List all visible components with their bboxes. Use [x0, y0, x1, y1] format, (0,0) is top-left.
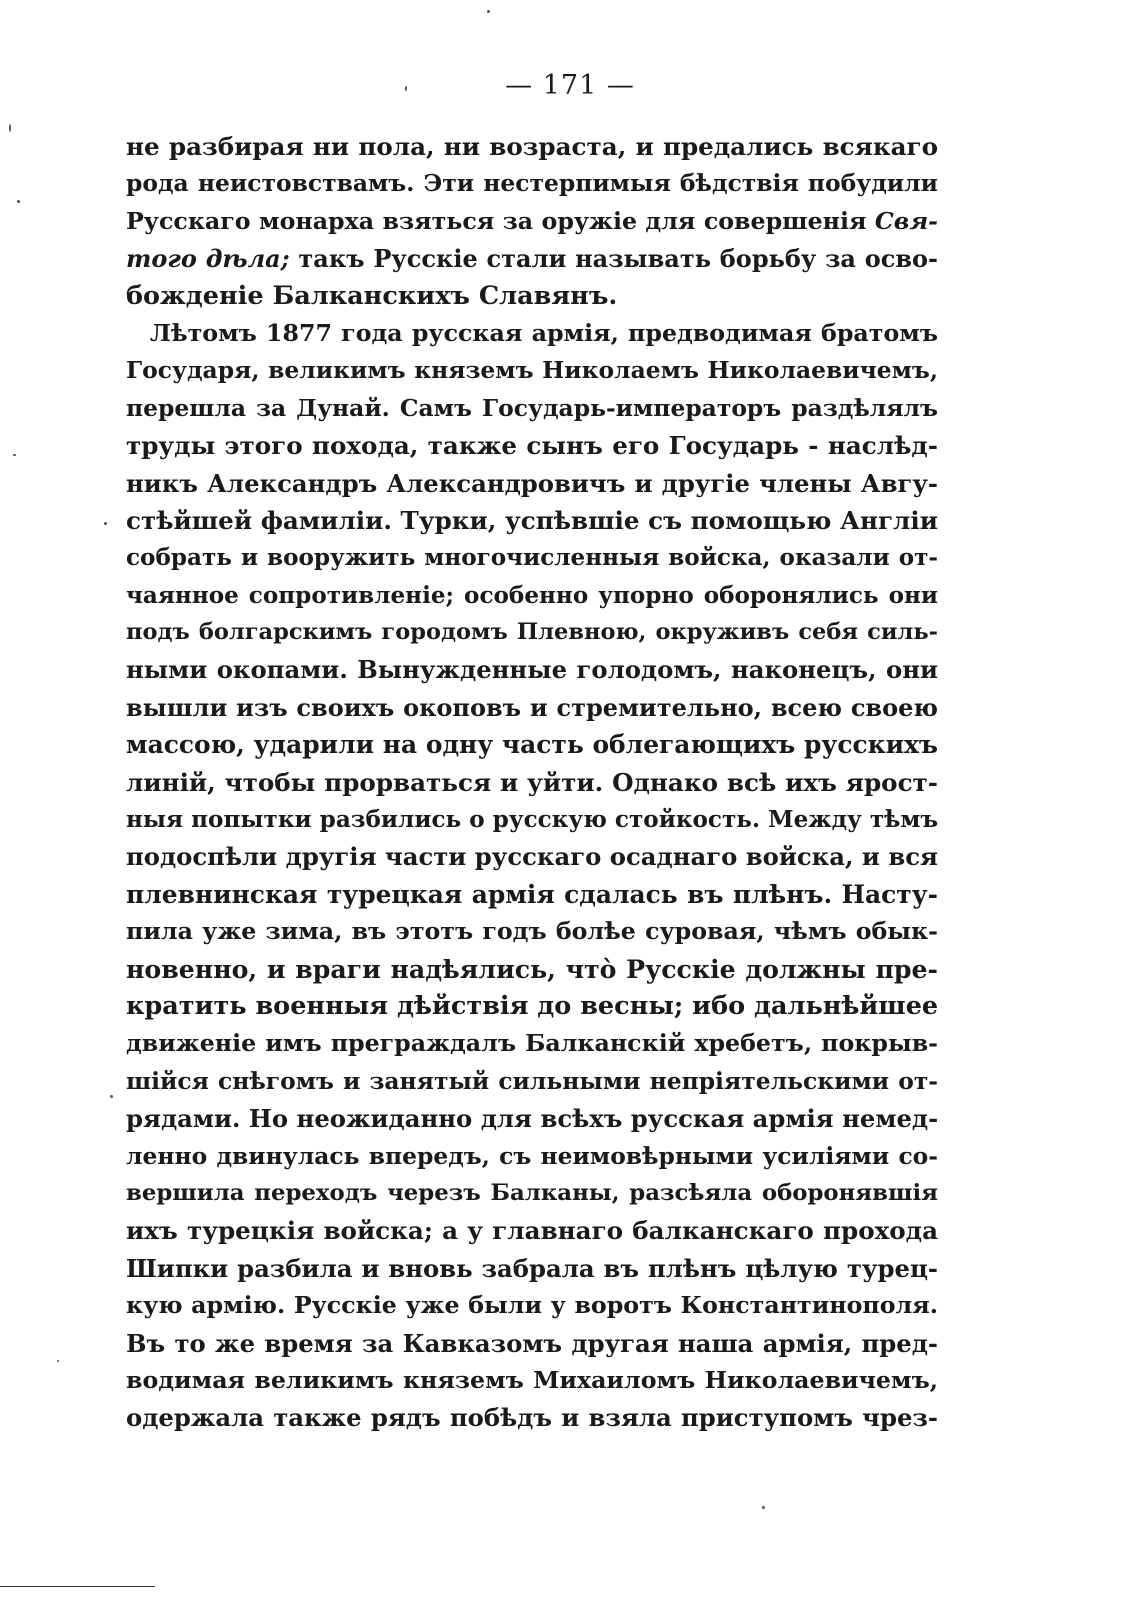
scan-speck	[9, 124, 11, 132]
text-line: не разбирая ни пола, ни возраста, и предались всякаго	[126, 132, 938, 161]
body-text	[126, 128, 938, 1437]
text-line: Государя, великимъ княземъ Николаемъ Николаевичемъ,	[126, 356, 938, 385]
text-line: стѣйшей фамиліи. Турки, успѣвшіе съ помощью Англіи	[126, 505, 938, 535]
text-line: кратить военныя дѣйствія до весны; ибо дальнѣйшее	[126, 990, 939, 1021]
text-line: собрать и вооружить многочисленныя войска, оказали от-	[126, 544, 938, 572]
text-line: пила уже зима, въ этотъ годъ болѣе суровая, чѣмъ обык-	[126, 917, 938, 946]
text-line: подъ болгарскимъ городомъ Плевною, окруживъ себя силь-	[126, 619, 938, 646]
text-line: труды этого похода, также сынъ его Государь - наслѣд-	[126, 431, 938, 461]
text-line: кую армію. Русскіе уже были у воротъ Константинополя.	[126, 1291, 938, 1320]
text-line: вышли изъ своихъ окоповъ и стремительно, всею своею	[126, 692, 938, 722]
text-line: Въ то же время за Кавказомъ другая наша армія, пред-	[126, 1328, 938, 1358]
scan-speck	[13, 454, 16, 456]
text-line: ными окопами. Вынужденные голодомъ, наконецъ, они	[126, 655, 938, 685]
text-line: чаянное сопротивленіе; особенно упорно оборонялись они	[126, 581, 938, 609]
text-line: подоспѣли другія части русскаго осаднаго войска, и вся	[126, 842, 938, 872]
text-line: перешла за Дунай. Самъ Государь-императоръ раздѣлялъ	[126, 393, 938, 422]
text-line: движеніе имъ преграждалъ Балканскій хребетъ, покрыв-	[126, 1029, 938, 1058]
text-line: ныя попытки разбились о русскую стойкость. Между тѣмъ	[126, 806, 939, 834]
scan-speck	[57, 1360, 59, 1362]
text-line: рода неистовствамъ. Эти нестерпимыя бѣдствія побудили	[126, 169, 938, 198]
scan-speck	[487, 10, 490, 13]
scan-speck	[405, 86, 407, 91]
text-line: вершила переходъ черезъ Балканы, разсѣяла оборонявшія	[126, 1179, 938, 1206]
text-line: водимая великимъ княземъ Михаиломъ Николаевичемъ,	[126, 1365, 938, 1394]
text-line: ихъ турецкія войска; а у главнаго балканскаго прохода	[126, 1216, 938, 1246]
text-line: божденіе Балканскихъ Славянъ.	[126, 280, 618, 311]
text-line: никъ Александръ Александровичъ и другіе члены Авгу-	[126, 468, 938, 498]
scan-speck	[17, 200, 20, 203]
text-line: тогo дѣла; такъ Русскіе стали называть борьбу за осво-	[126, 244, 939, 274]
text-line: Русскаго монарха взяться за оружіе для совершенія Свя-	[126, 206, 938, 235]
text-line: одержала также рядъ побѣдъ и взяла приступомъ чрез-	[126, 1403, 938, 1433]
text-line: рядами. Но неожиданно для всѣхъ русская армія немед-	[126, 1104, 939, 1134]
text-line: шійся снѣгомъ и занятый сильными непріятельскими от-	[126, 1066, 938, 1095]
footnote-rule	[0, 1586, 155, 1587]
text-line: ленно двинулась впередъ, съ неимовѣрными усиліями со-	[126, 1141, 938, 1170]
text-line: Шипки разбила и вновь забрала въ плѣнъ цѣлую турец-	[126, 1253, 938, 1283]
scan-speck	[762, 1506, 765, 1509]
text-line: новенно, и враги надѣялись, что̀ Русскіе должны пре-	[126, 953, 938, 984]
italic-phrase: тогo дѣла;	[126, 244, 290, 274]
text-line: массою, ударили на одну часть облегающихъ русскихъ	[126, 730, 938, 760]
page-number: — 171 —	[505, 70, 635, 101]
text-line: плевнинская турецкая армія сдалась въ плѣнъ. Насту-	[126, 879, 938, 909]
scan-speck	[110, 1095, 113, 1098]
scan-speck	[104, 522, 107, 525]
italic-phrase: Свя-	[874, 206, 938, 235]
text-line: линій, чтобы прорваться и уйти. Однако всѣ ихъ ярост-	[126, 767, 938, 797]
paragraph-start-line: Лѣтомъ 1877 года русская армія, предводимая братомъ	[150, 318, 938, 347]
